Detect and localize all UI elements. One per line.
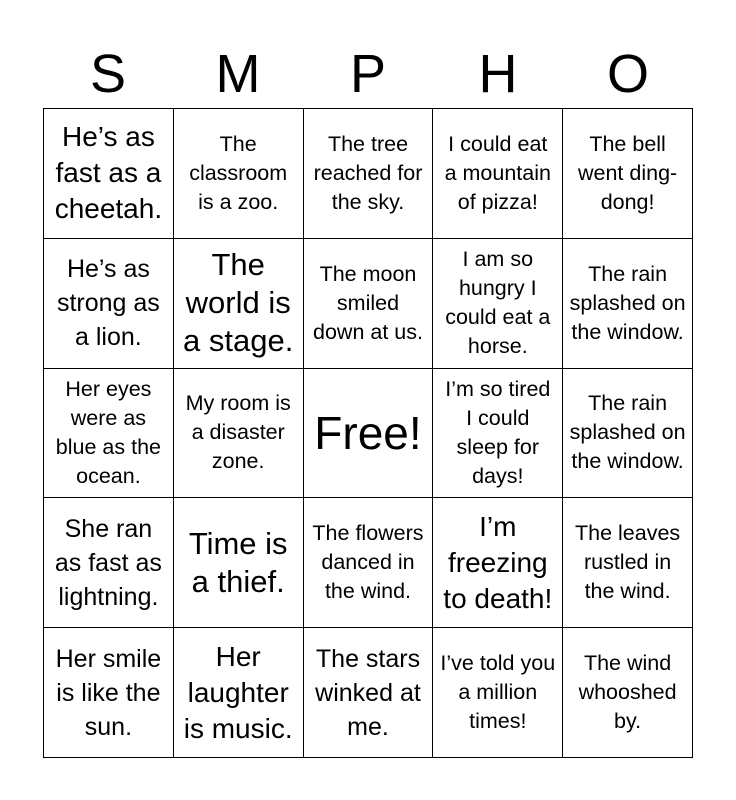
bingo-cell-3-5[interactable] <box>563 369 693 499</box>
cell-text: I could eat a mountain of pizza! <box>444 131 551 214</box>
bingo-cell-2-2[interactable] <box>174 239 304 369</box>
bingo-cell-2-1[interactable] <box>44 239 174 369</box>
bingo-board <box>43 108 693 758</box>
cell-text: The flowers danced in the wind. <box>312 521 424 604</box>
cell-text: The world is a stage. <box>183 247 294 359</box>
cell-text: The rain splashed on the window. <box>569 391 686 474</box>
cell-text: The tree reached for the sky. <box>313 131 423 214</box>
cell-text: My room is a disaster zone. <box>185 391 291 474</box>
cell-text: Time is a thief. <box>188 525 288 599</box>
bingo-cell-2-5[interactable] <box>563 239 693 369</box>
free-space-text: Free! <box>314 406 422 459</box>
bingo-cell-4-2[interactable] <box>174 498 304 628</box>
header-letter-m: M <box>215 44 261 104</box>
bingo-cell-5-1[interactable] <box>44 628 174 758</box>
cell-text: The wind whooshed by. <box>578 651 677 734</box>
bingo-cell-3-1[interactable] <box>44 369 174 499</box>
cell-text: Her laughter is music. <box>183 640 293 744</box>
cell-text: I’m so tired I could sleep for days! <box>445 376 551 488</box>
cell-text: The rain splashed on the window. <box>569 261 686 344</box>
cell-text: He’s as fast as a cheetah. <box>54 121 163 225</box>
bingo-cell-4-1[interactable] <box>44 498 174 628</box>
bingo-cell-1-5[interactable] <box>563 109 693 239</box>
bingo-cell-1-1[interactable] <box>44 109 174 239</box>
cell-text: I’ve told you a million times! <box>440 651 556 734</box>
header-letter-s: S <box>89 44 127 104</box>
cell-text: She ran as fast as lightning. <box>54 514 162 611</box>
cell-text: The leaves rustled in the wind. <box>575 521 681 604</box>
cell-text: I’m freezing to death! <box>443 510 553 614</box>
bingo-cell-2-3[interactable] <box>304 239 434 369</box>
bingo-header <box>43 40 693 108</box>
header-letter-o: O <box>606 44 649 104</box>
bingo-cell-2-4[interactable] <box>433 239 563 369</box>
bingo-cell-5-3[interactable] <box>304 628 434 758</box>
header-letter-h: H <box>478 44 518 104</box>
bingo-cell-4-3[interactable] <box>304 498 434 628</box>
bingo-cell-4-5[interactable] <box>563 498 693 628</box>
cell-text: I am so hungry I could eat a horse. <box>445 247 551 359</box>
bingo-cell-3-4[interactable] <box>433 369 563 499</box>
cell-text: He’s as strong as a lion. <box>56 255 160 352</box>
bingo-cell-5-5[interactable] <box>563 628 693 758</box>
bingo-cell-5-2[interactable] <box>174 628 304 758</box>
bingo-cell-3-2[interactable] <box>174 369 304 499</box>
cell-text: The bell went ding-dong! <box>577 131 678 214</box>
cell-text: The stars winked at me. <box>315 644 421 741</box>
header-letter-p: P <box>349 44 387 104</box>
bingo-cell-5-4[interactable] <box>433 628 563 758</box>
bingo-cell-4-4[interactable] <box>433 498 563 628</box>
bingo-cell-free[interactable] <box>304 369 434 499</box>
cell-text: Her eyes were as blue as the ocean. <box>55 376 161 488</box>
cell-text: The moon smiled down at us. <box>313 261 423 344</box>
cell-text: The classroom is a zoo. <box>189 131 288 214</box>
bingo-cell-1-3[interactable] <box>304 109 434 239</box>
bingo-cell-1-4[interactable] <box>433 109 563 239</box>
cell-text: Her smile is like the sun. <box>55 644 162 741</box>
bingo-cell-1-2[interactable] <box>174 109 304 239</box>
